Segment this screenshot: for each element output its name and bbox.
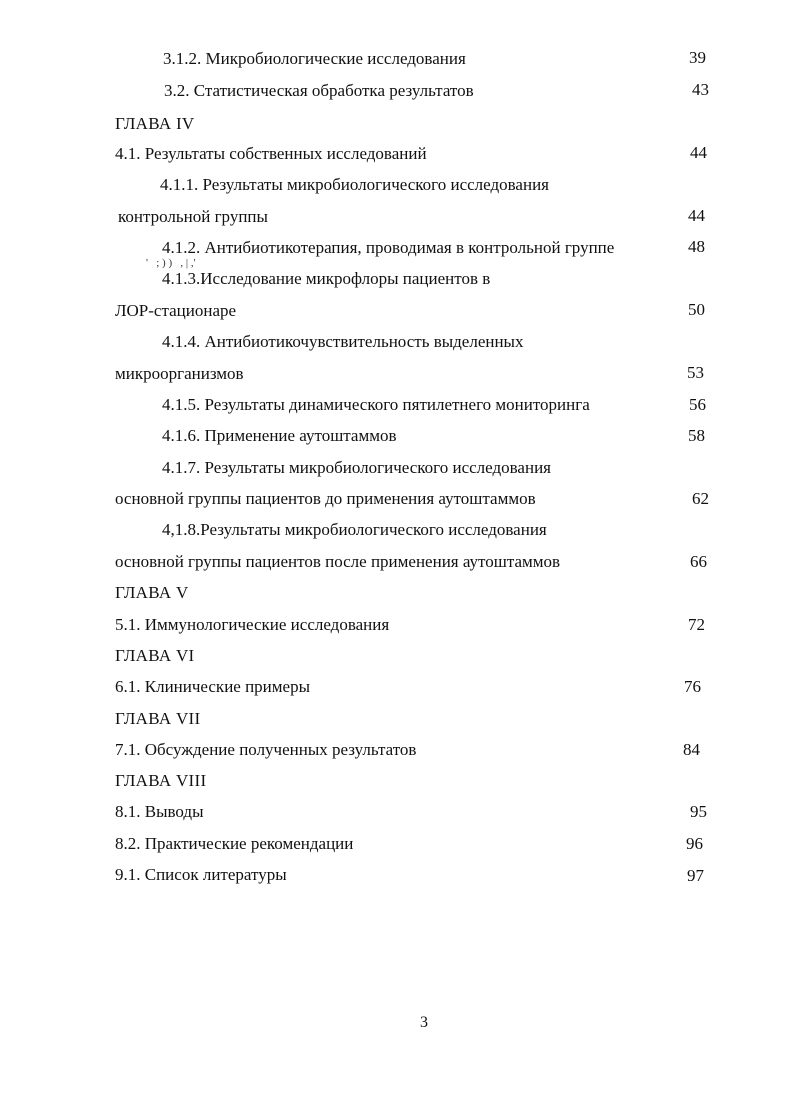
- toc-entry-3-2: 3.2. Статистическая обработка результатов: [164, 81, 474, 100]
- toc-entry-4-1-7-line2: основной группы пациентов до применения аутоштаммов: [115, 489, 536, 508]
- chapter-heading-viii: ГЛАВА VIII: [115, 771, 207, 790]
- toc-entry-7-1: 7.1. Обсуждение полученных результатов: [115, 740, 417, 759]
- toc-entry-6-1: 6.1. Клинические примеры: [115, 677, 311, 696]
- toc-page-4-1-3: 50: [688, 300, 705, 319]
- toc-entry-4-1-1-line2: контрольной группы: [118, 207, 268, 226]
- toc-entry-4-1-4-line1: 4.1.4. Антибиотикочувствительность выделенных: [162, 332, 524, 351]
- toc-page-5-1: 72: [688, 615, 705, 634]
- toc-page-4-1-8: 66: [690, 552, 707, 571]
- toc-entry-4-1-4-line2: микроорганизмов: [115, 364, 244, 383]
- toc-page-4-1-2: 48: [688, 237, 705, 256]
- toc-entry-8-1: 8.1. Выводы: [115, 802, 204, 821]
- toc-entry-4-1-3-line1: 4.1.3.Исследование микрофлоры пациентов в: [162, 269, 491, 288]
- toc-page-3-2: 43: [692, 80, 709, 99]
- chapter-heading-iv: ГЛАВА IV: [115, 114, 195, 133]
- toc-entry-4-1-5: 4.1.5. Результаты динамического пятилетнего мониторинга: [162, 395, 590, 414]
- toc-entry-4-1-7-line1: 4.1.7. Результаты микробиологического исследования: [162, 458, 551, 477]
- toc-entry-4-1-3-line2: ЛОР-стационаре: [115, 301, 237, 320]
- toc-page-9-1: 97: [687, 866, 704, 885]
- toc-page-4-1-6: 58: [688, 426, 705, 445]
- toc-entry-4-1-8-line1: 4,1.8.Результаты микробиологического исследования: [162, 520, 547, 539]
- chapter-heading-vii: ГЛАВА VII: [115, 709, 201, 728]
- footer-page-number: 3: [420, 1014, 428, 1031]
- toc-entry-4-1-8-line2: основной группы пациентов после применения аутоштаммов: [115, 552, 561, 571]
- toc-entry-8-2: 8.2. Практические рекомендации: [115, 834, 354, 853]
- toc-entry-5-1: 5.1. Иммунологические исследования: [115, 615, 390, 634]
- scan-smudge-marks: ' ; ) ) , | ,': [146, 257, 196, 269]
- toc-page-4-1-1: 44: [688, 206, 705, 225]
- toc-entry-4-1-1-line1: 4.1.1. Результаты микробиологического исследования: [160, 175, 549, 194]
- toc-entry-4-1-6: 4.1.6. Применение аутоштаммов: [162, 426, 397, 445]
- chapter-heading-vi: ГЛАВА VI: [115, 646, 195, 665]
- toc-page-3-1-2: 39: [689, 48, 706, 67]
- toc-page-4-1: 44: [690, 143, 707, 162]
- toc-page-7-1: 84: [683, 740, 700, 759]
- toc-page-4-1-7: 62: [692, 489, 709, 508]
- toc-page-4-1-4: 53: [687, 363, 704, 382]
- toc-page-8-1: 95: [690, 802, 707, 821]
- toc-entry-4-1-2: 4.1.2. Антибиотикотерапия, проводимая в контрольной группе: [162, 238, 615, 257]
- toc-entry-3-1-2: 3.1.2. Микробиологические исследования: [163, 49, 466, 68]
- toc-entry-9-1: 9.1. Список литературы: [115, 865, 287, 884]
- toc-entry-4-1: 4.1. Результаты собственных исследований: [115, 144, 427, 163]
- toc-page-8-2: 96: [686, 834, 703, 853]
- toc-page-4-1-5: 56: [689, 395, 706, 414]
- chapter-heading-v: ГЛАВА V: [115, 583, 189, 602]
- toc-page-6-1: 76: [684, 677, 701, 696]
